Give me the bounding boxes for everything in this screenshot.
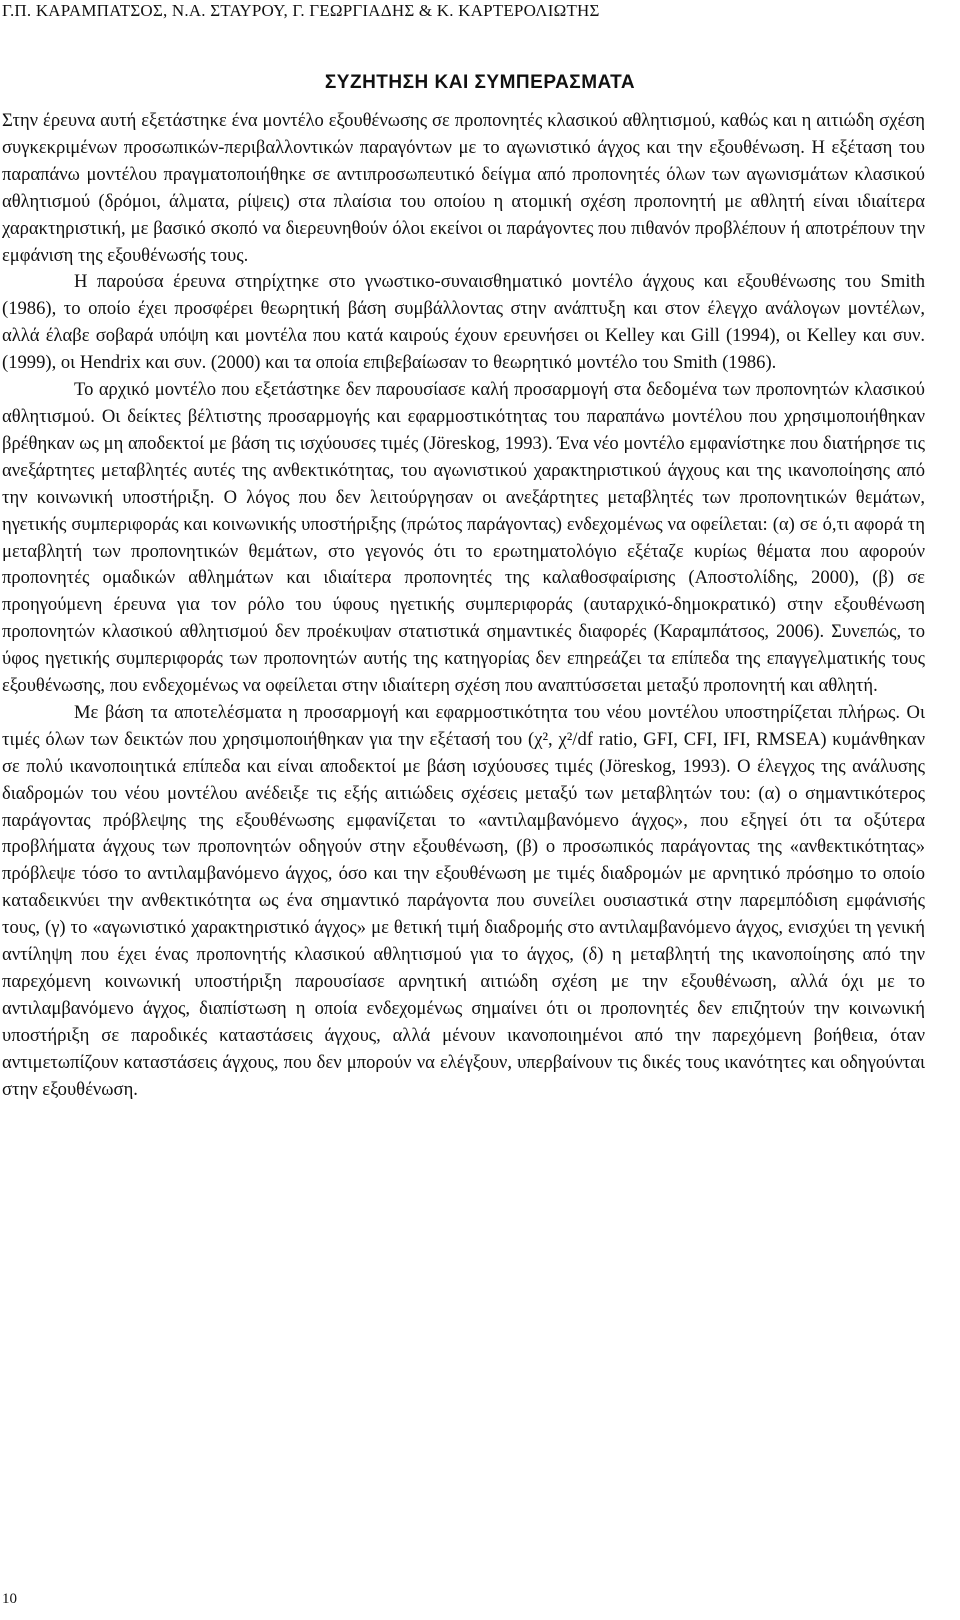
section-title: ΣΥΖΗΤΗΣΗ ΚΑΙ ΣΥΜΠΕΡΑΣΜΑΤΑ	[324, 72, 636, 93]
body-text	[2, 108, 925, 1104]
running-header: Γ.Π. ΚΑΡΑΜΠΑΤΣΟΣ, Ν.Α. ΣΤΑΥΡΟΥ, Γ. ΓΕΩΡΓΙΑΔΗΣ & Κ. ΚΑΡΤΕΡΟΛΙΩΤΗΣ	[2, 1, 600, 20]
paragraph-new-model: Με βάση τα αποτελέσματα η προσαρμογή και εφαρμοστικότητα του νέου μοντέλου υποστηρίζεται πλήρως. Οι τιμές όλων των δεικτών που χρησιμοποιήθηκαν για την εξέτασή του (χ², χ²/df ratio, GFI, CFI, IFI, RMSEA) κυμάνθηκαν σε πολύ ικανοποιητικά επίπεδα και είναι αποδεκτοί με βάση ισχύουσες τιμές (Jöreskog, 1993). Ο έλεγχος της ανάλυσης διαδρομών του νέου μοντέλου ανέδειξε τις εξής αιτιώδεις σχέσεις μεταξύ των μεταβλητών του: (α) ο σημαντικότερος παράγοντας πρόβλεψης της εξουθένωσης εμφανίζεται το «αντιλαμβανόμενο άγχος», που εξηγεί ότι τα οξύτερα προβλήματα άγχους των προπονητών οδηγούν στην εξουθένωση, (β) ο προσωπικός παράγοντας της «ανθεκτικότητας» πρόβλεψε τόσο το αντιλαμβανόμενο άγχος, όσο και την εξουθένωση με τιμές διαδρομών με αρνητικό πρόσημο το οποίο καταδεικνύει την ανθεκτικότητα ως ένα σημαντικό παράγοντα που συνείλει ουσιαστικά στην παρεμπόδιση εμφάνισής τους, (γ) το «αγωνιστικό χαρακτηριστικό άγχος» με θετική τιμή διαδρομής στο αντιλαμβανόμενο άγχος, ενισχύει τη γενική αντίληψη που έχει ένας προπονητής κλασικού αθλητισμού για το άγχος, (δ) η μεταβλητή της ικανοποίησης από την παρεχόμενη κοινωνική υποστήριξη παρουσίασε αρνητική αιτιώδη σχέση με την εξουθένωση, αλλά όχι με το αντιλαμβανόμενο άγχος, διαπίστωση η οποία ενδεχομένως σημαίνει ότι οι προπονητές δεν επιζητούν την κοινωνική υποστήριξη σε παροδικές καταστάσεις άγχους, αλλά μένουν ικανοποιημένοι από την παρεχόμενη βοήθεια, όταν αντιμετωπίζουν καταστάσεις άγχους, που δεν μπορούν να ελέγξουν, υπερβαίνουν τις δικές τους ικανότητες και οδηγούνται στην εξουθένωση.	[2, 701, 925, 1100]
paragraph-intro: Στην έρευνα αυτή εξετάστηκε ένα μοντέλο εξουθένωσης σε προπονητές κλασικού αθλητισμού, καθώς και η αιτιώδη σχέση συγκεκριμένων προσωπικών-περιβαλλοντικών παραγόντων με το αγωνιστικό άγχος και την εξουθένωση. Η εξέταση του παραπάνω μοντέλου πραγματοποιήθηκε σε αντιπροσωπευτικό δείγμα από προπονητές όλων των αγωνισμάτων κλασικού αθλητισμού (δρόμοι, άλματα, ρίψεις) στα πλαίσια του οποίου η ατομική σχέση προπονητή με αθλητή είναι ιδιαίτερα χαρακτηριστική, με βασικό σκοπό να διερευνηθούν όλοι εκείνοι οι παράγοντες που πιθανόν προβλέπουν ή αποτρέπουν την εμφάνιση της εξουθένωσής τους.	[2, 110, 925, 266]
paragraph-theory: Η παρούσα έρευνα στηρίχτηκε στο γνωστικο-συναισθηματικό μοντέλο άγχους και εξουθένωσης του Smith (1986), το οποίο έχει προσφέρει θεωρητική βάση συμβάλλοντας στην ανάπτυξη και στον έλεγχο ανάλογων μοντέλων, αλλά έλαβε σοβαρά υπόψη και μοντέλα που κατά καιρούς έχουν ερευνήσει οι Kelley και Gill (1994), οι Kelley και συν. (1999), οι Hendrix και συν. (2000) και τα οποία επιβεβαίωσαν το θεωρητικό μοντέλο του Smith (1986).	[2, 271, 925, 374]
paragraph-initial-model: Το αρχικό μοντέλο που εξετάστηκε δεν παρουσίασε καλή προσαρμογή στα δεδομένα των προπονητών κλασικού αθλητισμού. Οι δείκτες βέλτιστης προσαρμογής και εφαρμοστικότητας του παραπάνω μοντέλου που χρησιμοποιήθηκαν βρέθηκαν ως μη αποδεκτοί με βάση τις ισχύουσες τιμές (Jöreskog, 1993). Ένα νέο μοντέλο εμφανίστηκε που διατήρησε τις ανεξάρτητες μεταβλητές αυτές της ανθεκτικότητας, του αγωνιστικού χαρακτηριστικού άγχους και της ικανοποίησης από την κοινωνική υποστήριξη. Ο λόγος που δεν λειτούργησαν οι ανεξάρτητες μεταβλητές των προπονητικών θεμάτων, ηγετικής συμπεριφοράς και κοινωνικής υποστήριξης (πρώτος παράγοντας) ενδεχομένως να οφείλεται: (α) σε ό,τι αφορά τη μεταβλητή των προπονητικών θεμάτων, στο γεγονός ότι το ερωτηματολόγιο εξέταζε κυρίως θέματα που αφορούν προπονητές ομαδικών αθλημάτων και ιδιαίτερα προπονητές της καλαθοσφαίρισης (Αποστολίδης, 2000), (β) σε προηγούμενη έρευνα για τον ρόλο του ύφους ηγετικής συμπεριφοράς (αυταρχικό-δημοκρατικό) στην εξουθένωση προπονητών κλασικού αθλητισμού δεν προέκυψαν στατιστικά σημαντικές διαφορές (Καραμπάτσος, 2006). Συνεπώς, το ύφος ηγετικής συμπεριφοράς των προπονητών αυτής της κατηγορίας δεν επηρεάζει τα επίπεδα της επαγγελματικής τους εξουθένωσης, που ενδεχομένως να οφείλεται στην ιδιαίτερη σχέση που αναπτύσσεται μεταξύ προπονητή και αθλητή.	[2, 379, 925, 697]
page-number: 10	[2, 1591, 17, 1607]
